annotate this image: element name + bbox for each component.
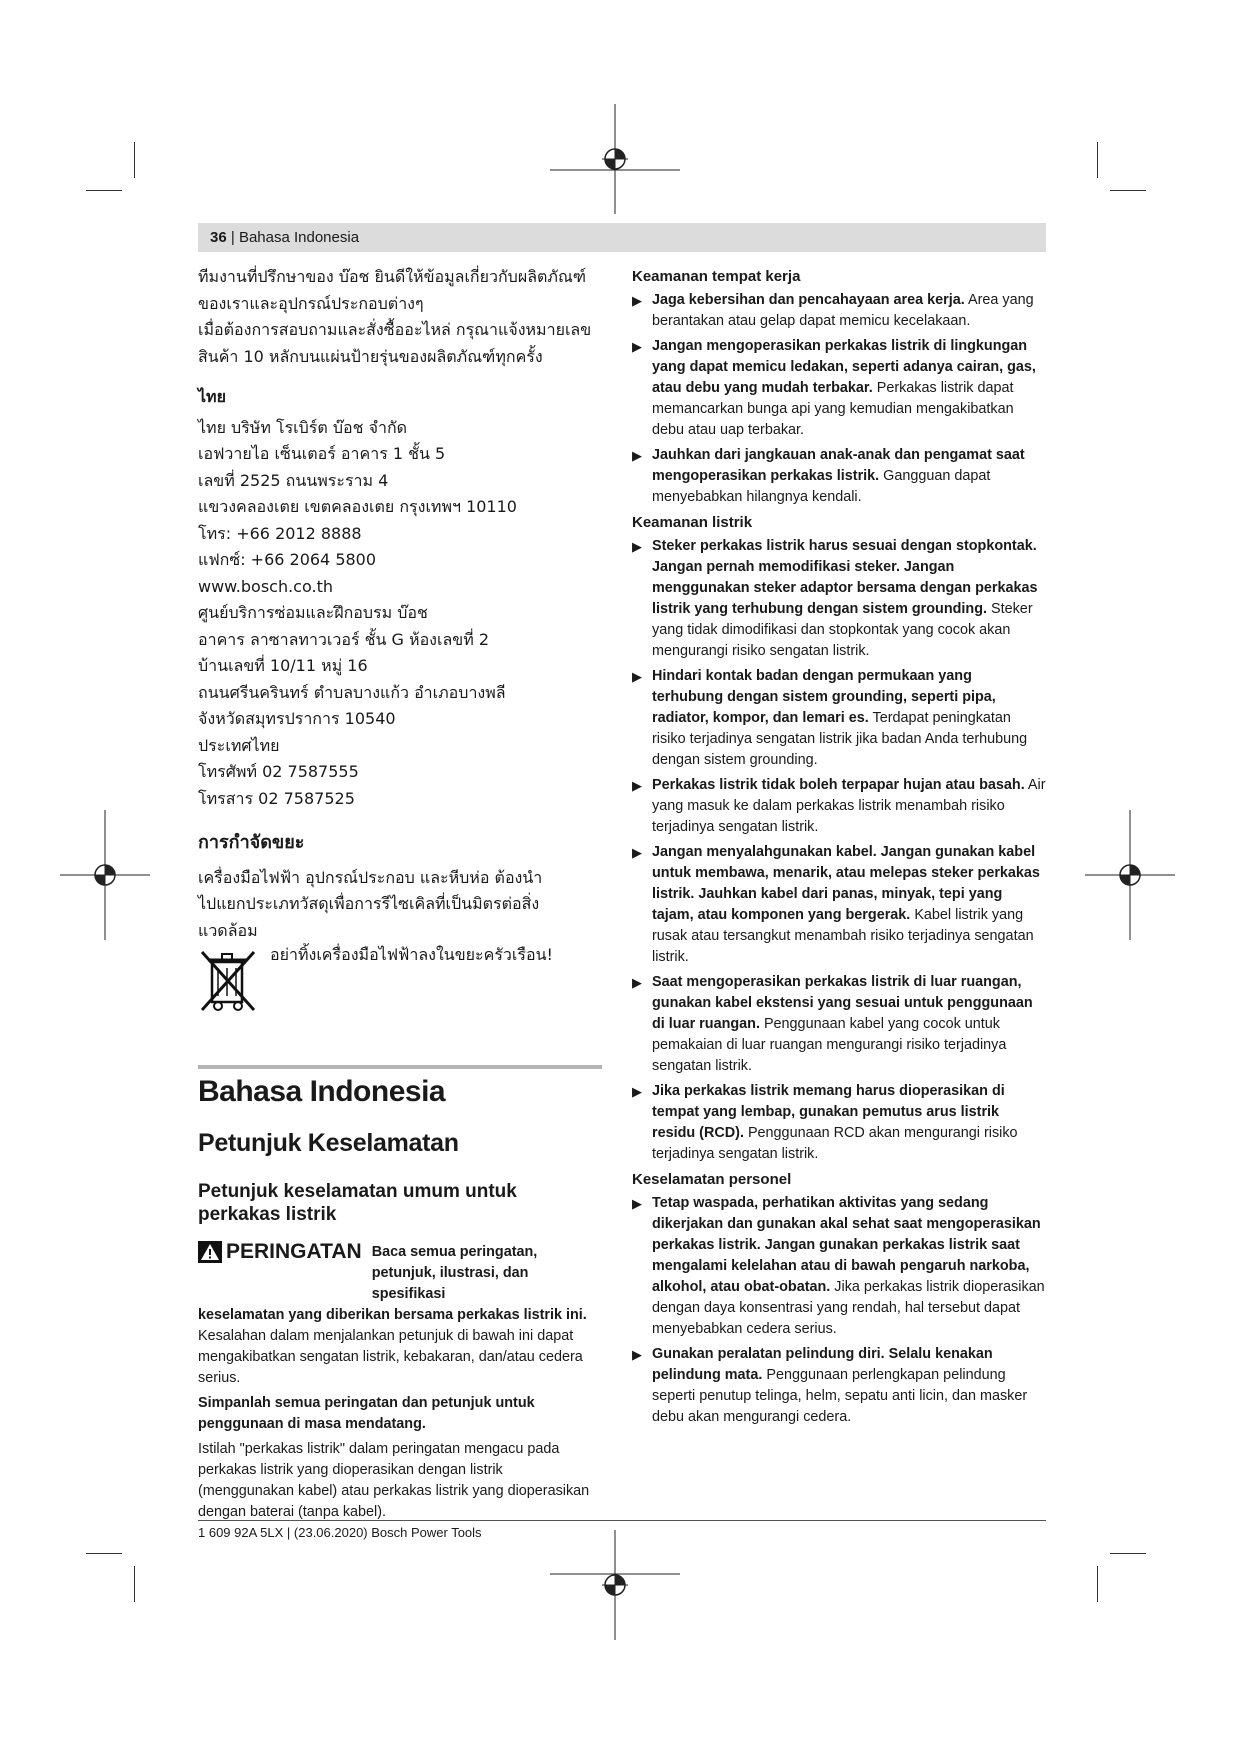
item-bold: Jangan mengoperasikan perkakas listrik di lingkungan yang dapat memicu ledakan, seperti adanya cairan, gas, atau debu yang mudah terbakar. xyxy=(652,338,1036,396)
page-number: 36 xyxy=(210,229,227,246)
keep-instructions-bold: Simpanlah semua peringatan dan petunjuk untuk penggunaan di masa mendatang. xyxy=(198,1395,535,1432)
item-text: Steker yang tidak dimodifikasi dan stopkontak yang cocok akan mengurangi risiko sengatan listrik. xyxy=(652,601,1033,659)
registration-mark-left-icon xyxy=(60,810,150,940)
address-line: ไทย บริษัท โรเบิร์ต บ๊อช จำกัด xyxy=(198,417,408,437)
crop-mark-bottom-left-v xyxy=(134,1566,135,1602)
crop-mark-top-right-h xyxy=(1110,190,1146,191)
crop-mark-bottom-right-h xyxy=(1110,1553,1146,1554)
address-line: ประเทศไทย xyxy=(198,735,280,755)
weee-notice xyxy=(198,945,598,1014)
section-title: Keselamatan personel xyxy=(632,1171,792,1188)
header-language: Bahasa Indonesia xyxy=(238,229,360,246)
keep-instructions xyxy=(198,1393,602,1435)
phone-line: โทรศัพท์ 02 7587555 xyxy=(198,762,359,781)
header-separator: | xyxy=(230,229,235,246)
registration-mark-right-icon xyxy=(1085,810,1175,940)
triangle-bullet-icon: ▶ xyxy=(632,669,642,684)
item-bold: Gunakan peralatan pelindung diri. Selalu kenakan pelindung mata. xyxy=(652,1346,993,1383)
language-title: Bahasa Indonesia xyxy=(198,1075,446,1108)
triangle-bullet-icon: ▶ xyxy=(632,539,642,554)
crossed-out-bin-icon xyxy=(198,948,258,1014)
triangle-bullet-icon: ▶ xyxy=(632,1084,642,1099)
list-item xyxy=(632,775,1046,838)
disposal-warning: อย่าทิ้งเครื่องมือไฟฟ้าลงในขยะครัวเรือน! xyxy=(270,945,553,964)
item-bold: Perkakas listrik tidak boleh terpapar hujan atau basah. xyxy=(652,777,1025,793)
registration-mark-bottom-icon xyxy=(550,1530,680,1640)
list-item xyxy=(632,1193,1046,1340)
list-item xyxy=(632,1081,1046,1165)
triangle-bullet-icon: ▶ xyxy=(632,975,642,990)
list-item xyxy=(632,336,1046,441)
address-line: อาคาร ลาซาลทาวเวอร์ ชั้น G ห้องเลขที่ 2 xyxy=(198,629,490,649)
item-bold: Hindari kontak badan dengan permukaan yang terhubung dengan sistem grounding, seperti pipa, radiator, kompor, dan lemari es. xyxy=(652,668,996,726)
section-electrical xyxy=(632,512,1046,1165)
warning-triangle-icon xyxy=(198,1241,222,1263)
triangle-bullet-icon: ▶ xyxy=(632,1196,642,1211)
page-header xyxy=(198,223,1046,252)
website-link[interactable]: www.bosch.co.th xyxy=(198,576,333,596)
bullet-list xyxy=(632,536,1046,1165)
list-item xyxy=(632,1344,1046,1428)
triangle-bullet-icon: ▶ xyxy=(632,339,642,354)
crop-mark-bottom-left-h xyxy=(86,1553,122,1554)
triangle-bullet-icon: ▶ xyxy=(632,845,642,860)
item-bold: Jika perkakas listrik memang harus dioperasikan di tempat yang lembap, gunakan pemutus arus listrik residu (RCD). xyxy=(652,1083,1005,1141)
indonesian-intro xyxy=(198,1075,602,1525)
item-text: Air yang masuk ke dalam perkakas listrik menambah risiko terjadinya sengatan listrik. xyxy=(652,777,1046,835)
list-item xyxy=(632,290,1046,332)
warning-bold-part-b: keselamatan yang diberikan bersama perkakas listrik ini. xyxy=(198,1307,587,1323)
item-bold: Tetap waspada, perhatikan aktivitas yang sedang dikerjakan dan gunakan akal sehat saat mengoperasikan perkakas listrik. Jangan gunakan perkakas listrik saat mengalami kelelahan atau di bawah pengaruh narkoba, alkohol, atau obat-obatan. xyxy=(652,1195,1041,1295)
section-personal xyxy=(632,1169,1046,1428)
item-text: Perkakas listrik dapat memancarkan bunga api yang kemudian mengakibatkan debu atau uap terbakar. xyxy=(652,380,1014,438)
section-workplace xyxy=(632,266,1046,508)
warning-block xyxy=(198,1240,602,1305)
footer-text: 1 609 92A 5LX | (23.06.2020) Bosch Power Tools xyxy=(198,1525,482,1540)
list-item xyxy=(632,536,1046,662)
address-line: ถนนศรีนครินทร์ ตำบลบางแก้ว อำเภอบางพลี xyxy=(198,682,506,702)
address-line: จังหวัดสมุทรปราการ 10540 xyxy=(198,709,396,728)
item-bold: Saat mengoperasikan perkakas listrik di luar ruangan, gunakan kabel ekstensi yang sesuai untuk penggunaan di luar ruangan. xyxy=(652,974,1033,1032)
bullet-list xyxy=(632,290,1046,508)
right-column xyxy=(632,266,1046,1432)
section-title: Keamanan listrik xyxy=(632,514,753,531)
list-item xyxy=(632,842,1046,968)
item-text: Penggunaan RCD akan mengurangi risiko terjadinya sengatan listrik. xyxy=(652,1125,1018,1162)
thai-country-heading: ไทย xyxy=(198,387,226,406)
disposal-heading: การกำจัดขยะ xyxy=(198,832,305,853)
thai-intro-line: เมื่อต้องการสอบถามและสั่งซื้ออะไหล่ กรุณาแจ้งหมายเลข xyxy=(198,320,592,339)
crop-mark-top-left-v xyxy=(134,142,135,178)
triangle-bullet-icon: ▶ xyxy=(632,1347,642,1362)
crop-mark-top-right-v xyxy=(1097,142,1098,178)
item-text: Terdapat peningkatan risiko terjadinya sengatan listrik jika badan Anda terhubung dengan sistem grounding. xyxy=(652,710,1028,768)
disposal-text: ไปแยกประเภทวัสดุเพื่อการรีไซเคิลที่เป็นมิตรต่อสิ่งแวดล้อม xyxy=(198,894,540,940)
item-text: Penggunaan kabel yang cocok untuk pemakaian di luar ruangan mengurangi risiko terjadinya sengatan listrik. xyxy=(652,1016,1007,1074)
crop-mark-top-left-h xyxy=(86,190,122,191)
list-item xyxy=(632,445,1046,508)
footer-divider xyxy=(198,1520,1046,1521)
general-safety-title: Petunjuk keselamatan umum untuk perkakas listrik xyxy=(198,1181,517,1225)
fax-line: แฟกซ์: +66 2064 5800 xyxy=(198,550,377,569)
item-bold: Jauhkan dari jangkauan anak-anak dan pengamat saat mengoperasikan perkakas listrik. xyxy=(652,447,1025,484)
thai-intro-line: ของเราและอุปกรณ์ประกอบต่างๆ xyxy=(198,293,424,313)
list-item xyxy=(632,972,1046,1077)
thai-contact-block xyxy=(198,264,598,1014)
thai-intro-line: ทีมงานที่ปรึกษาของ บ๊อช ยินดีให้ข้อมูลเกี่ยวกับผลิตภัณฑ์ xyxy=(198,267,587,286)
warning-normal-text: Kesalahan dalam menjalankan petunjuk di bawah ini dapat mengakibatkan sengatan listrik, kebakaran, dan/atau cedera serius. xyxy=(198,1328,583,1386)
phone-line: โทร: +66 2012 8888 xyxy=(198,523,362,543)
address-line: เอฟวายไอ เซ็นเตอร์ อาคาร 1 ชั้น 5 xyxy=(198,444,446,463)
triangle-bullet-icon: ▶ xyxy=(632,293,642,308)
bullet-list xyxy=(632,1193,1046,1428)
triangle-bullet-icon: ▶ xyxy=(632,778,642,793)
triangle-bullet-icon: ▶ xyxy=(632,448,642,463)
warning-continuation xyxy=(198,1305,602,1523)
item-bold: Steker perkakas listrik harus sesuai dengan stopkontak. Jangan pernah memodifikasi steker. Jangan menggunakan steker adaptor bersama dengan perkakas listrik yang terhubung dengan sistem grounding. xyxy=(652,538,1038,617)
section-title: Keamanan tempat kerja xyxy=(632,268,801,285)
warning-label: PERINGATAN xyxy=(226,1240,362,1263)
warning-bold-part-a: Baca semua peringatan, petunjuk, ilustrasi, dan spesifikasi xyxy=(371,1244,538,1302)
term-definition: Istilah "perkakas listrik" dalam peringatan mengacu pada perkakas listrik yang dioperasikan dengan listrik (menggunakan kabel) atau perkakas listrik yang dioperasikan dengan baterai (tanpa kabel). xyxy=(198,1441,590,1520)
item-bold: Jangan menyalahgunakan kabel. Jangan gunakan kabel untuk membawa, menarik, atau melepas steker perkakas listrik. Jauhkan kabel dari panas, minyak, tepi yang tajam, atau komponen yang bergerak. xyxy=(652,844,1040,923)
safety-title: Petunjuk Keselamatan xyxy=(198,1129,459,1157)
disposal-text: เครื่องมือไฟฟ้า อุปกรณ์ประกอบ และหีบห่อ ต้องนำ xyxy=(198,867,543,887)
registration-mark-top-icon xyxy=(550,104,680,214)
item-text: Area yang berantakan atau gelap dapat memicu kecelakaan. xyxy=(652,292,1034,329)
item-bold: Jaga kebersihan dan pencahayaan area kerja. xyxy=(652,292,965,308)
list-item xyxy=(632,666,1046,771)
thai-intro-line: สินค้า 10 หลักบนแผ่นป้ายรุ่นของผลิตภัณฑ์ทุกครั้ง xyxy=(198,346,543,366)
address-line: บ้านเลขที่ 10/11 หมู่ 16 xyxy=(198,656,368,675)
address-line: ศูนย์บริการซ่อมและฝึกอบรม บ๊อช xyxy=(198,603,428,622)
item-text: Penggunaan perlengkapan pelindung seperti penutup telinga, helm, sepatu anti licin, dan masker debu akan mengurangi cedera. xyxy=(652,1367,1028,1425)
item-text: Jika perkakas listrik dioperasikan dengan daya konsentrasi yang rendah, hal tersebut dapat menyebabkan cedera serius. xyxy=(652,1279,1045,1337)
crop-mark-bottom-right-v xyxy=(1097,1566,1098,1602)
address-line: แขวงคลองเตย เขตคลองเตย กรุงเทพฯ 10110 xyxy=(198,497,517,516)
warning-text xyxy=(198,1305,602,1389)
address-line: เลขที่ 2525 ถนนพระราม 4 xyxy=(198,470,389,490)
section-divider xyxy=(198,1065,602,1069)
warning-badge xyxy=(198,1240,362,1264)
item-text: Gangguan dapat menyebabkan hilangnya kendali. xyxy=(652,468,991,505)
fax-line: โทรสาร 02 7587525 xyxy=(198,788,355,808)
item-text: Kabel listrik yang rusak atau tersangkut menambah risiko terjadinya sengatan listrik. xyxy=(652,907,1034,965)
